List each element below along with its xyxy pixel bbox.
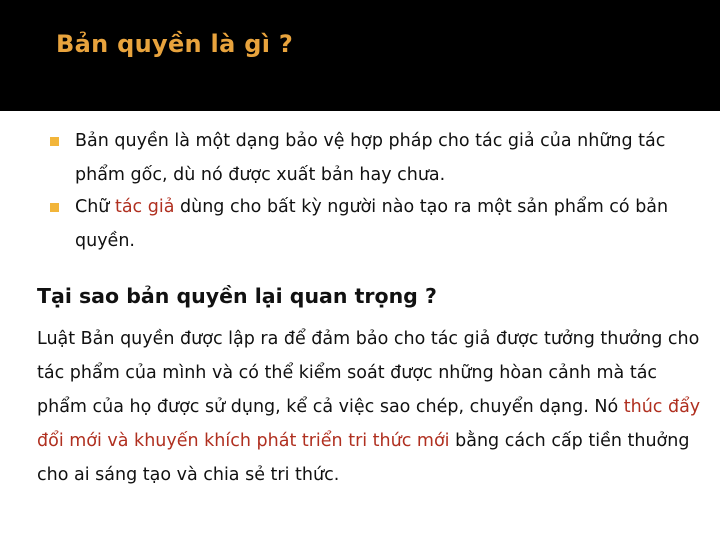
square-bullet-icon bbox=[50, 203, 59, 212]
bullet-item bbox=[50, 190, 690, 258]
bullet-highlight: tác giả bbox=[114, 197, 175, 217]
slide-title: Bản quyền là gì ? bbox=[56, 30, 294, 58]
bullet-text-before: Chữ bbox=[75, 197, 115, 217]
square-bullet-icon bbox=[50, 137, 59, 146]
bullet-item bbox=[50, 124, 690, 192]
paragraph-highlight: thúc đẩy đổi mới và khuyến khích phát triển tri thức mới bbox=[37, 397, 701, 451]
title-bar bbox=[0, 0, 720, 111]
paragraph-text-after: bằng cách cấp tiền thuởng cho ai sáng tạo và chia sẻ tri thức. bbox=[37, 431, 690, 485]
paragraph-text-before: Luật Bản quyền được lập ra để đảm bảo cho tác giả được tưởng thưởng cho tác phẩm của mình và có thể kiểm soát được những hòan cảnh mà tác phẩm của họ được sử dụng, kể cả việc sao chép, chuyển dạng. Nó bbox=[37, 329, 700, 417]
bullet-list bbox=[50, 124, 690, 258]
section-subheading: Tại sao bản quyền lại quan trọng ? bbox=[37, 284, 437, 308]
body-paragraph bbox=[37, 322, 707, 492]
bullet-text: Bản quyền là một dạng bảo vệ hợp pháp cho tác giả của những tác phẩm gốc, dù nó được xuất bản hay chưa. bbox=[75, 131, 666, 185]
bullet-text-after: dùng cho bất kỳ người nào tạo ra một sản phẩm có bản quyền. bbox=[75, 197, 669, 251]
